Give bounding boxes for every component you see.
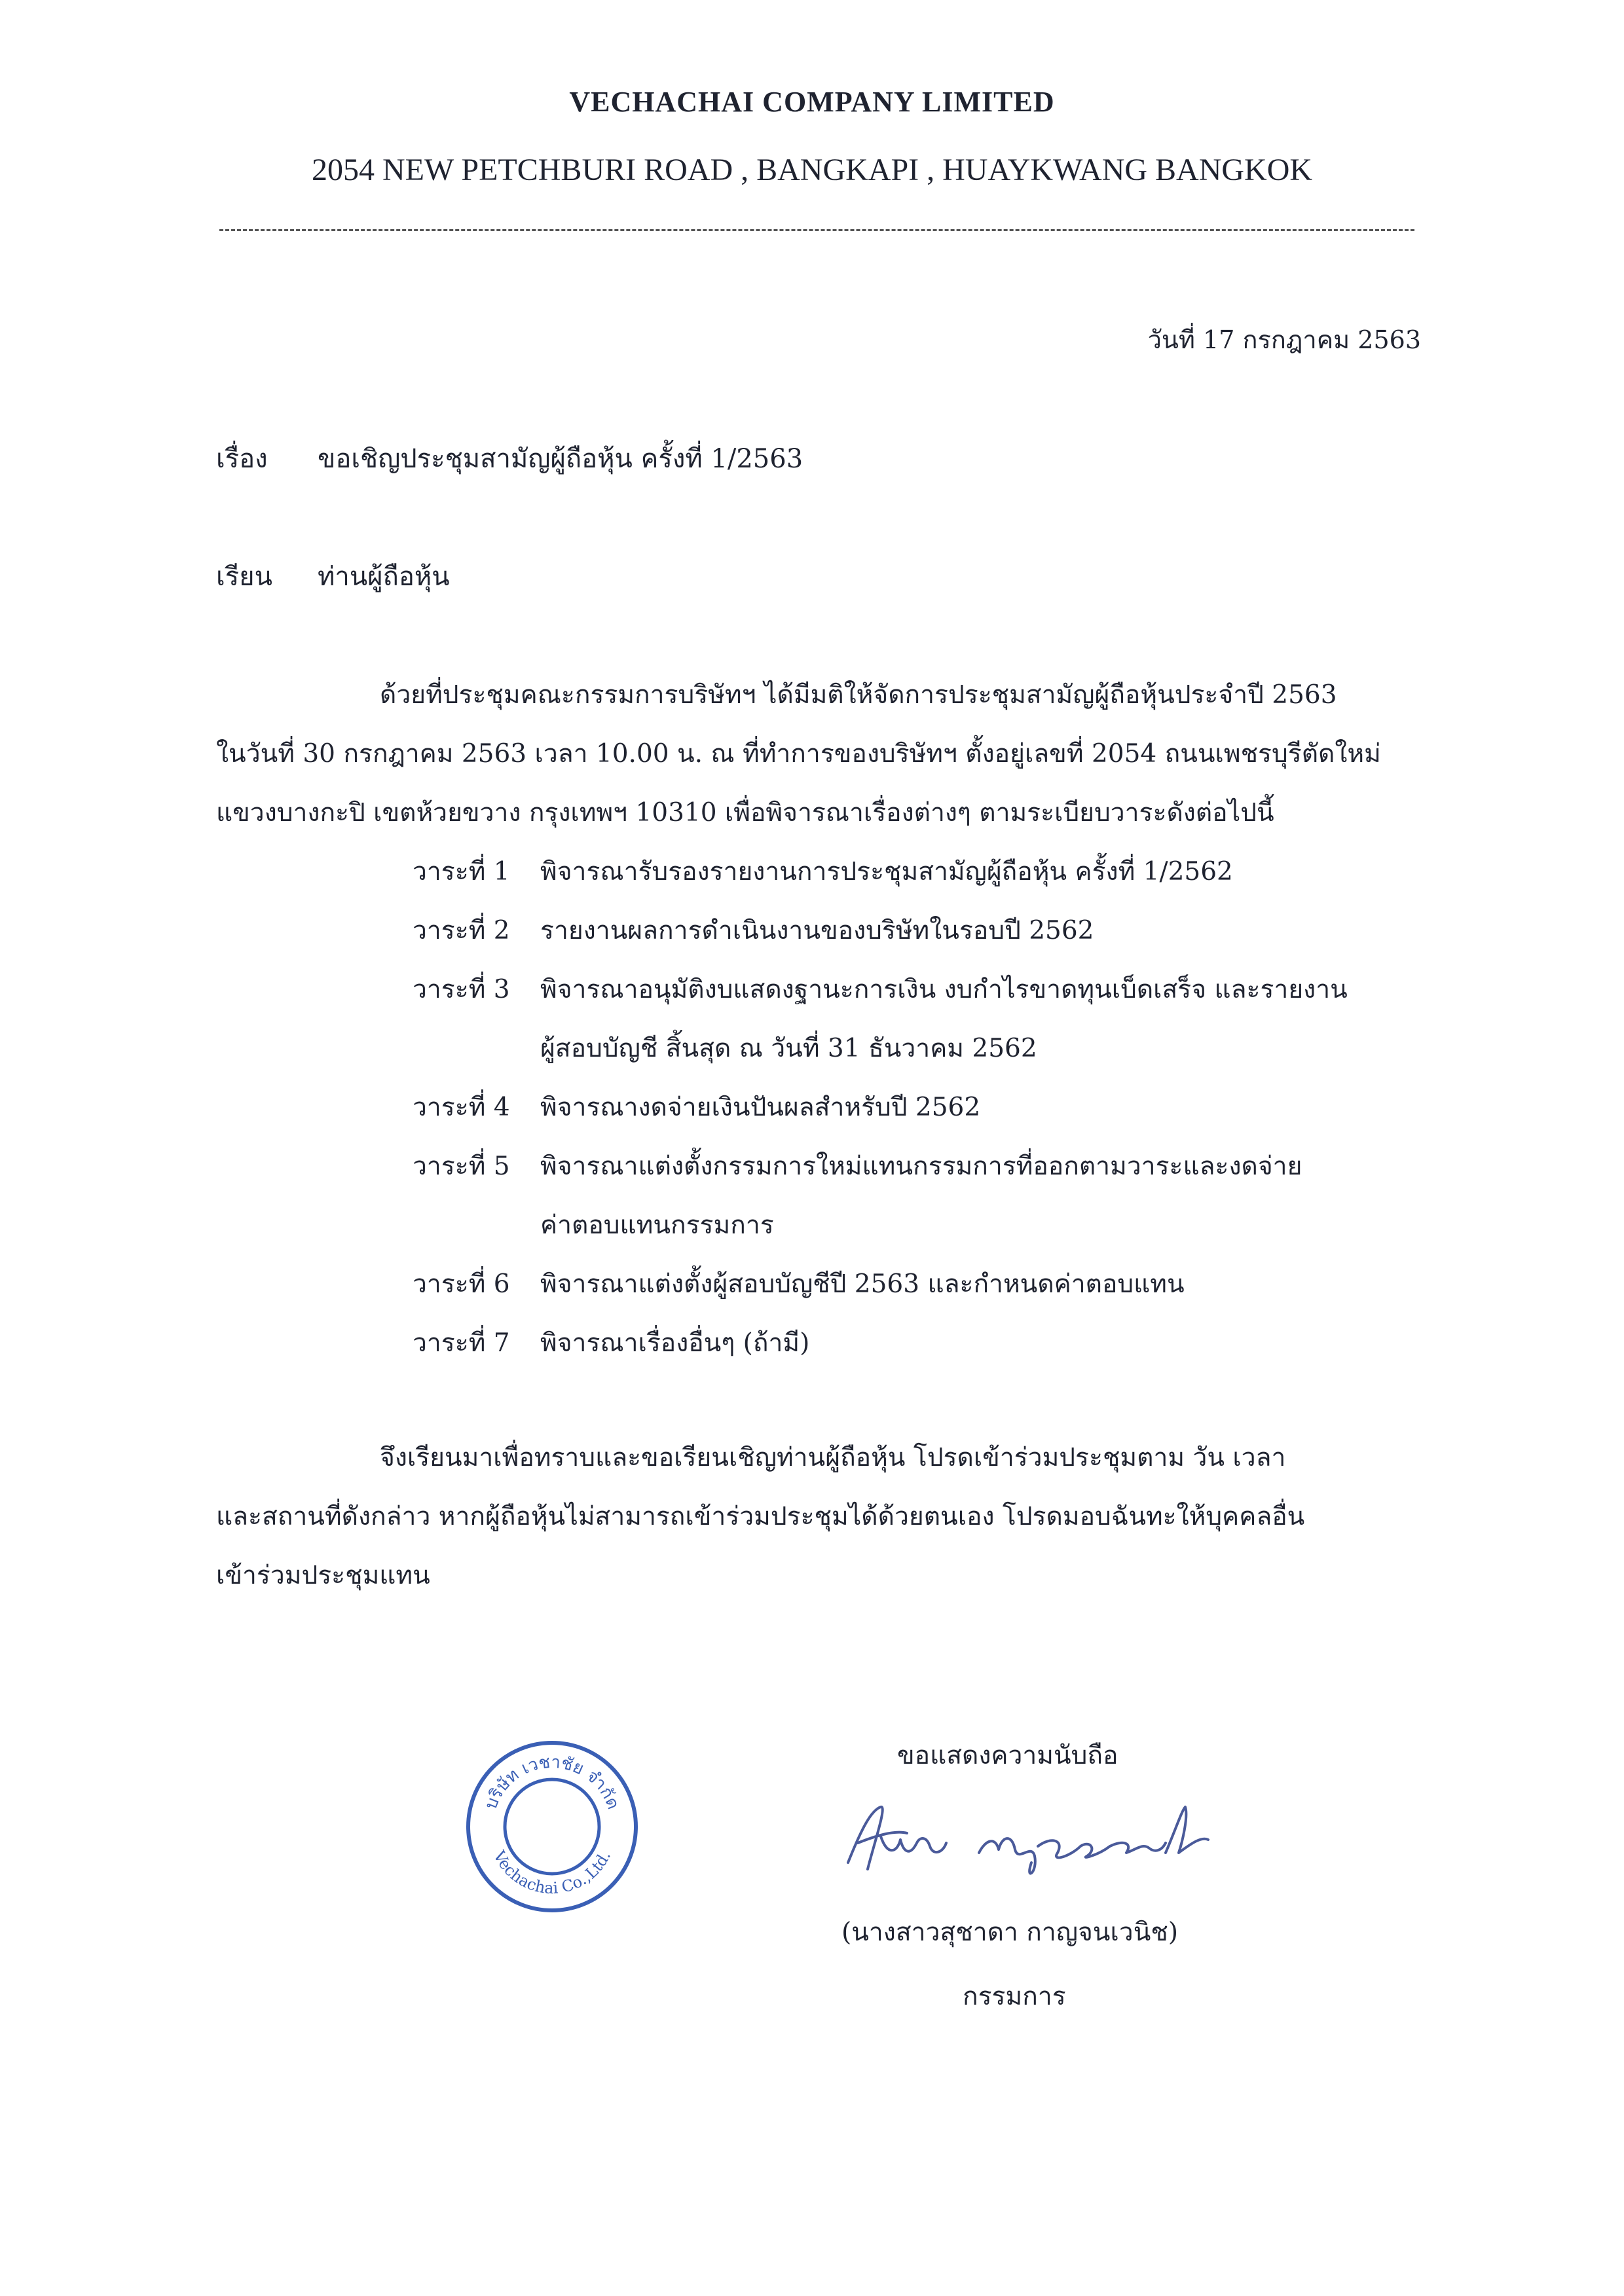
body-paragraph-line: ในวันที่ 30 กรกฎาคม 2563 เวลา 10.00 น. ณ ที่ทำการของบริษัทฯ ตั้งอยู่เลขที่ 2054 ถนนเพชรบุรีตัดใหม่	[216, 739, 1381, 769]
subject-text: ขอเชิญประชุมสามัญผู้ถือหุ้น ครั้งที่ 1/2563	[318, 444, 803, 474]
agenda-item-text: รายงานผลการดำเนินงานของบริษัทในรอบปี 2562	[540, 916, 1094, 945]
closing-paragraph-line: เข้าร่วมประชุมแทน	[216, 1561, 430, 1590]
agenda-item-text: พิจารณางดจ่ายเงินปันผลสำหรับปี 2562	[540, 1093, 981, 1122]
agenda-item-number: วาระที่ 3	[413, 975, 510, 1004]
handwritten-signature	[835, 1791, 1221, 1889]
agenda-item-number: วาระที่ 7	[413, 1328, 510, 1358]
signoff-regards: ขอแสดงความนับถือ	[897, 1741, 1118, 1770]
agenda-item-text: พิจารณาอนุมัติงบแสดงฐานะการเงิน งบกำไรขาดทุนเบ็ดเสร็จ และรายงาน	[540, 975, 1348, 1004]
seal-top-text: บริษัท เวชาชัย จำกัด	[481, 1752, 623, 1812]
company-address: 2054 NEW PETCHBURI ROAD , BANGKAPI , HUAYKWANG BANGKOK	[311, 153, 1313, 187]
closing-paragraph-line: และสถานที่ดังกล่าว หากผู้ถือหุ้นไม่สามารถเข้าร่วมประชุมได้ด้วยตนเอง โปรดมอบฉันทะให้บุคคลอื่น	[216, 1502, 1305, 1531]
agenda-item-number: วาระที่ 4	[413, 1093, 510, 1122]
agenda-item-text: พิจารณาแต่งตั้งกรรมการใหม่แทนกรรมการที่ออกตามวาระและงดจ่าย	[540, 1152, 1302, 1181]
salutation-text: ท่านผู้ถือหุ้น	[318, 562, 450, 592]
body-paragraph-line: ด้วยที่ประชุมคณะกรรมการบริษัทฯ ได้มีมติให้จัดการประชุมสามัญผู้ถือหุ้นประจำปี 2563	[380, 680, 1337, 710]
agenda-item-text-continued: ผู้สอบบัญชี สิ้นสุด ณ วันที่ 31 ธันวาคม 2562	[540, 1034, 1037, 1063]
salutation-label: เรียน	[216, 562, 272, 592]
seal-bottom-text: Vechachai Co.,Ltd.	[489, 1848, 615, 1898]
subject-label: เรื่อง	[216, 444, 268, 474]
header-divider	[219, 229, 1414, 231]
company-seal-stamp	[464, 1738, 640, 1915]
letter-date: วันที่ 17 กรกฎาคม 2563	[1147, 325, 1421, 354]
agenda-item-text: พิจารณาแต่งตั้งผู้สอบบัญชีปี 2563 และกำหนดค่าตอบแทน	[540, 1269, 1185, 1299]
signer-name: (นางสาวสุชาดา กาญจนเวนิช)	[841, 1918, 1179, 1947]
agenda-item-text: พิจารณาเรื่องอื่นๆ (ถ้ามี)	[540, 1328, 810, 1358]
closing-paragraph-line: จึงเรียนมาเพื่อทราบและขอเรียนเชิญท่านผู้ถือหุ้น โปรดเข้าร่วมประชุมตาม วัน เวลา	[380, 1443, 1286, 1472]
agenda-item-text-continued: ค่าตอบแทนกรรมการ	[540, 1211, 774, 1240]
body-paragraph-line: แขวงบางกะปิ เขตห้วยขวาง กรุงเทพฯ 10310 เพื่อพิจารณาเรื่องต่างๆ ตามระเบียบวาระดังต่อไปนี้	[216, 798, 1274, 828]
agenda-item-number: วาระที่ 5	[413, 1152, 510, 1181]
agenda-item-number: วาระที่ 6	[413, 1269, 510, 1299]
signer-title: กรรมการ	[963, 1982, 1066, 2011]
company-name: VECHACHAI COMPANY LIMITED	[569, 86, 1055, 118]
agenda-item-text: พิจารณารับรองรายงานการประชุมสามัญผู้ถือหุ้น ครั้งที่ 1/2562	[540, 857, 1233, 886]
agenda-item-number: วาระที่ 2	[413, 916, 510, 945]
agenda-item-number: วาระที่ 1	[413, 857, 510, 886]
